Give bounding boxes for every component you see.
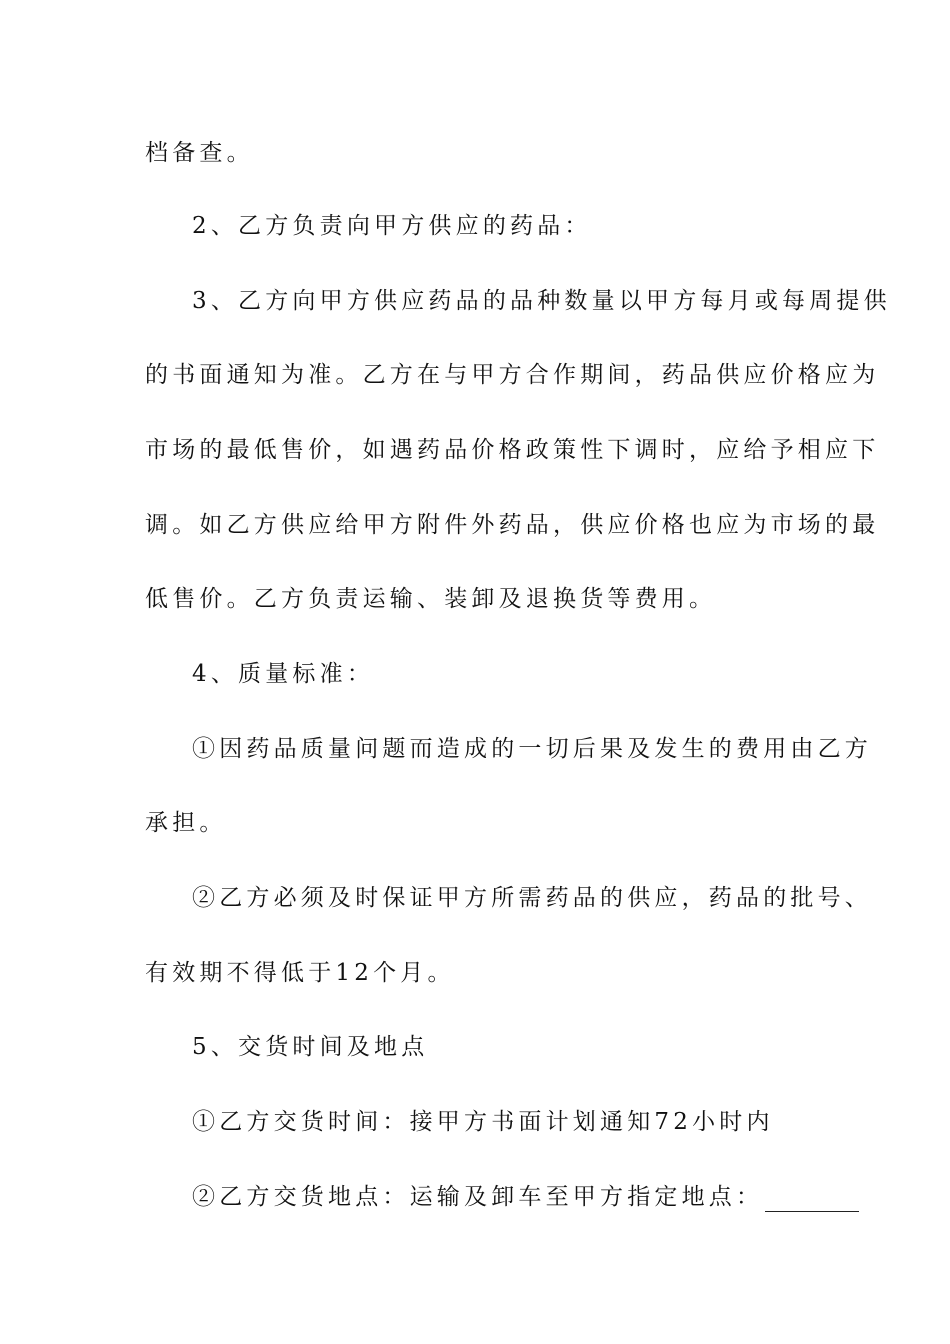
- paragraph-line: 的书面通知为准。乙方在与甲方合作期间，药品供应价格应为: [145, 362, 880, 388]
- paragraph-line-with-blank: [192, 1182, 810, 1212]
- paragraph-line: 有效期不得低于12个月。: [145, 960, 455, 986]
- paragraph-line: 承担。: [145, 810, 227, 836]
- paragraph-line: 低售价。乙方负责运输、装卸及退换货等费用。: [145, 586, 717, 612]
- paragraph-line: 调。如乙方供应给甲方附件外药品，供应价格也应为市场的最: [145, 512, 880, 538]
- section-heading-5: 5、交货时间及地点: [192, 1034, 429, 1060]
- paragraph-line: 档备查。: [145, 140, 254, 166]
- paragraph-line: ①因药品质量问题而造成的一切后果及发生的费用由乙方: [192, 736, 872, 762]
- section-heading-2: 2、乙方负责向甲方供应的药品：: [192, 213, 592, 239]
- paragraph-line: 3、乙方向甲方供应药品的品种数量以甲方每月或每周提供: [192, 288, 891, 314]
- fill-in-blank: [765, 1189, 859, 1212]
- paragraph-line-text: ②乙方交货地点：运输及卸车至甲方指定地点：: [192, 1184, 764, 1210]
- paragraph-line: ②乙方必须及时保证甲方所需药品的供应，药品的批号、: [192, 885, 872, 911]
- section-heading-4: 4、质量标准：: [192, 661, 375, 687]
- paragraph-line: ①乙方交货时间：接甲方书面计划通知72小时内: [192, 1109, 774, 1135]
- paragraph-line: 市场的最低售价，如遇药品价格政策性下调时，应给予相应下: [145, 437, 880, 463]
